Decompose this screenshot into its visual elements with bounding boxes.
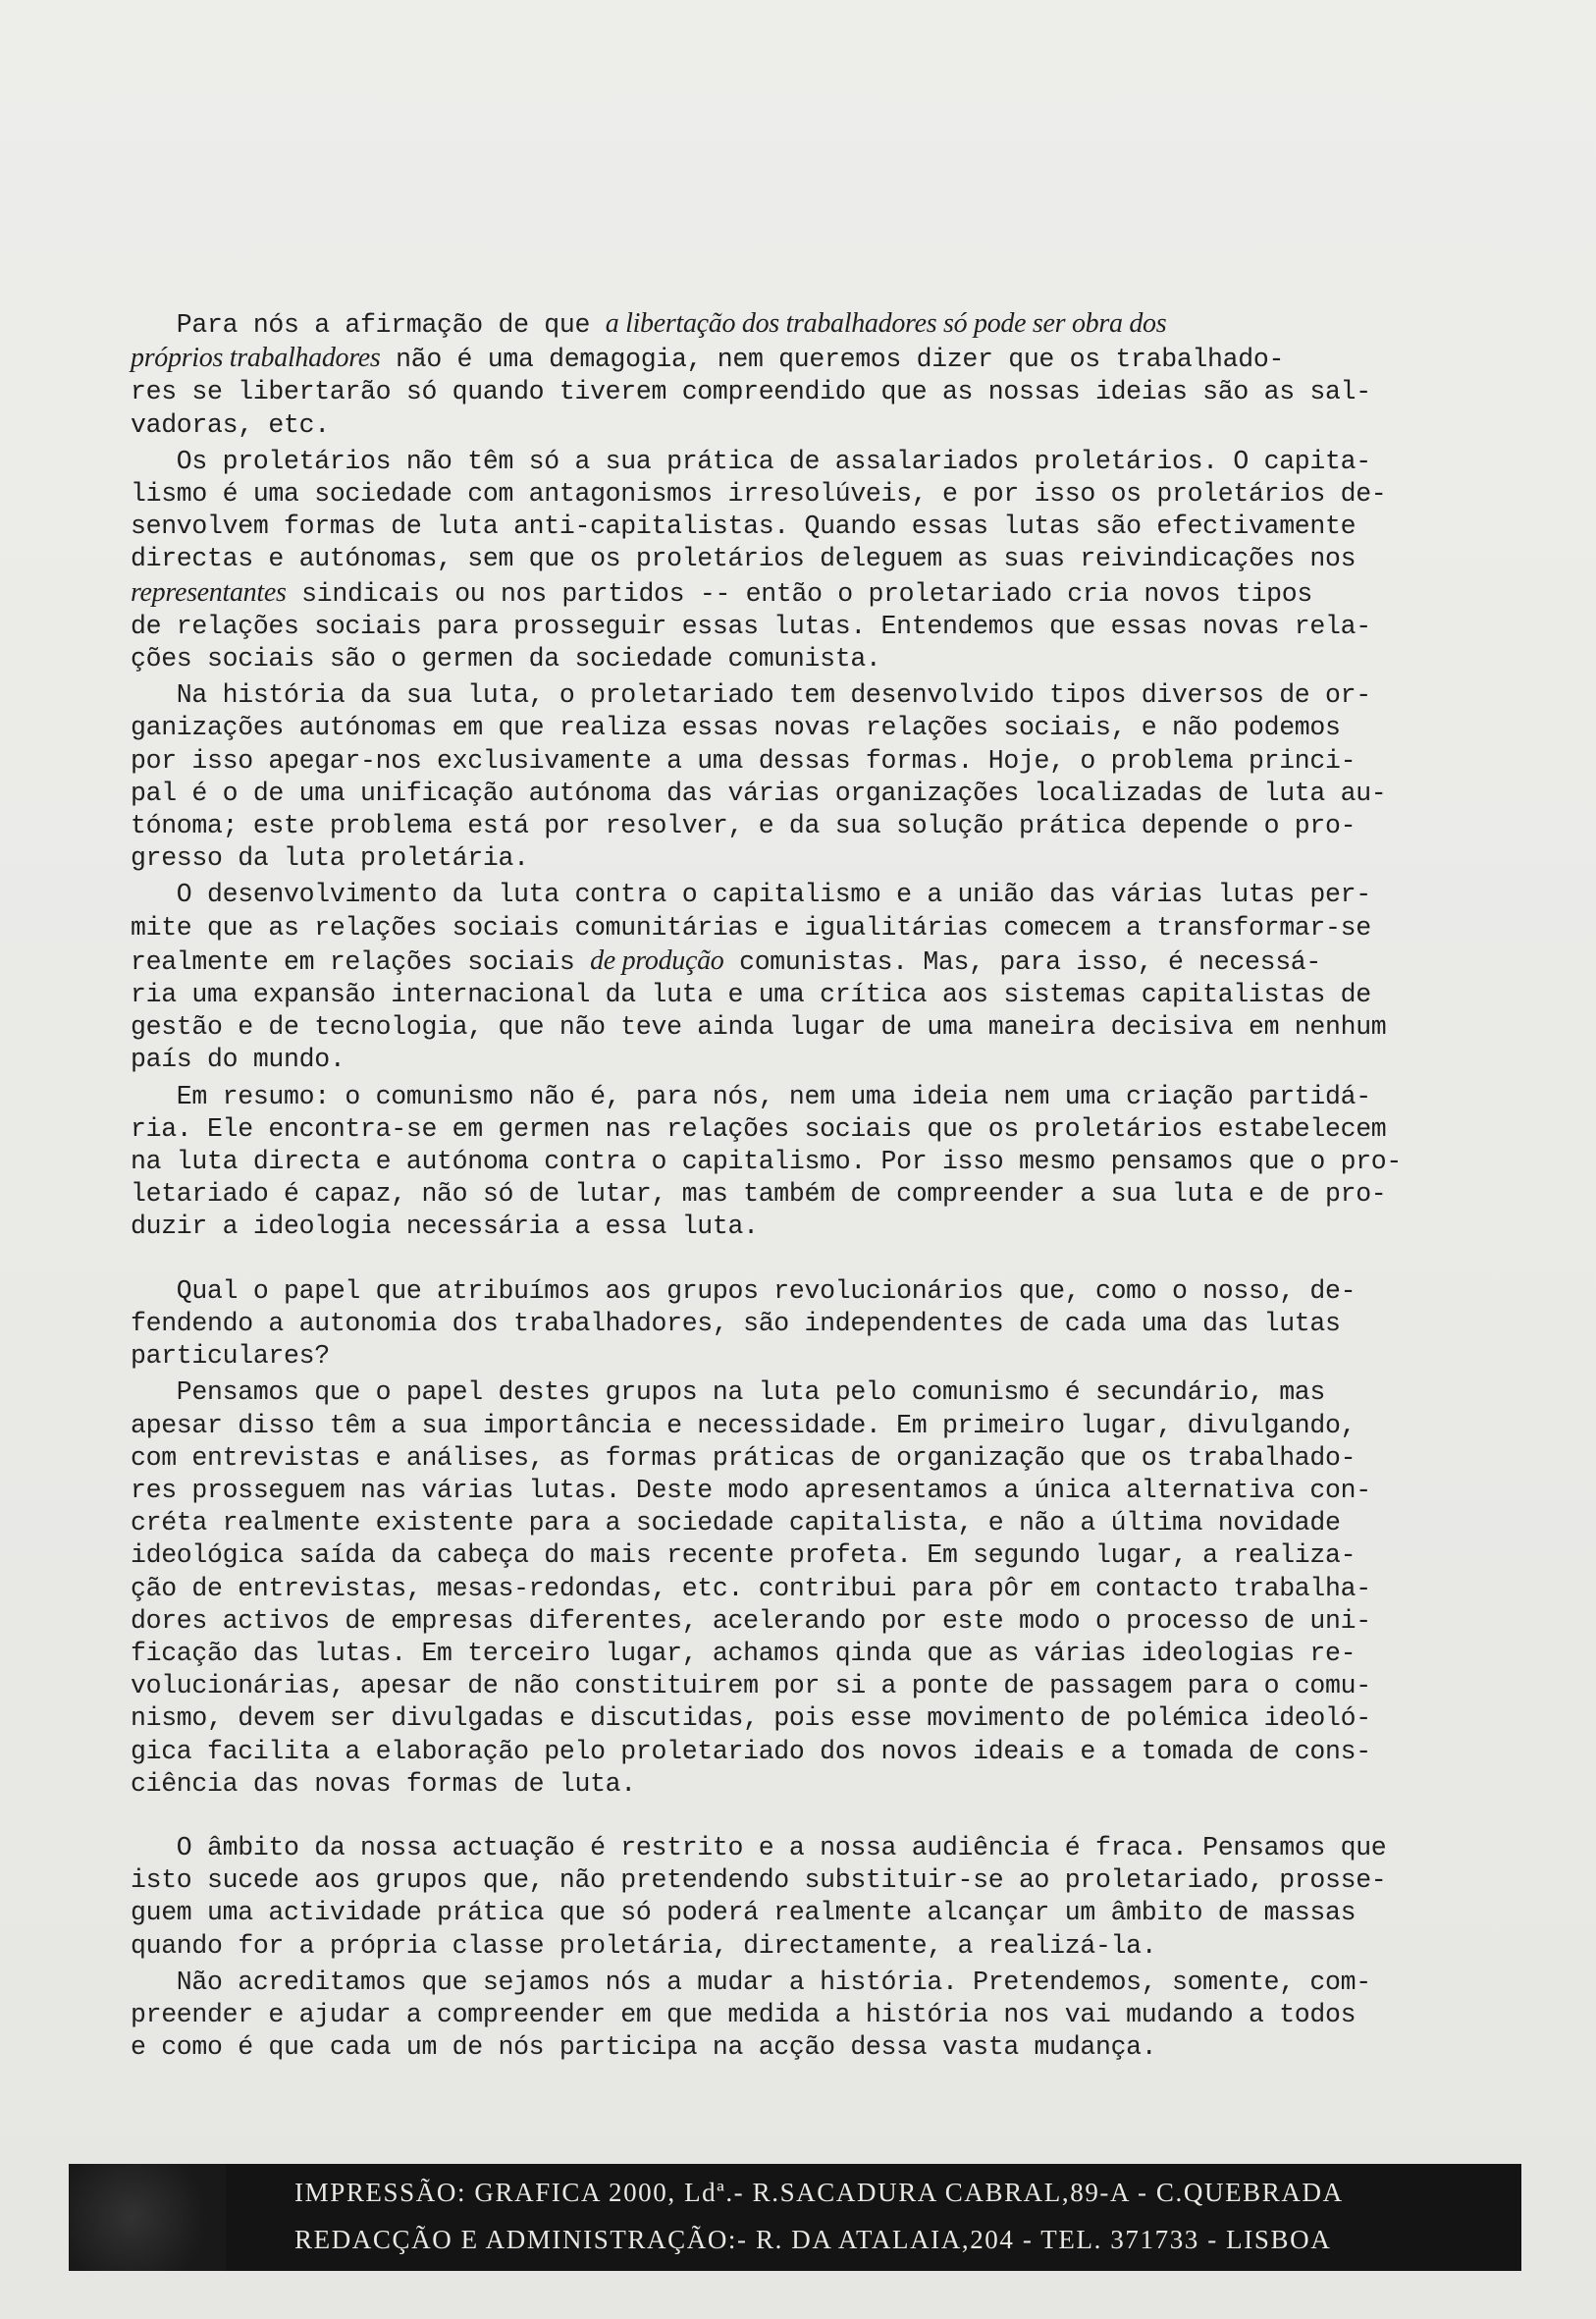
- text-run: com entrevistas e análises, as formas práticas de organização que os trabalhado-: [131, 1442, 1357, 1473]
- text-line: [131, 679, 1491, 712]
- text-line: [131, 745, 1491, 778]
- footer-editorial-line: REDACÇÃO E ADMINISTRAÇÃO:- R. DA ATALAIA,204 - TEL. 371733 - LISBOA: [294, 2225, 1332, 2254]
- paragraph: [131, 1967, 1491, 2065]
- text-run: Qual o papel que atribuímos aos grupos revolucionários que, como o nosso, de-: [131, 1275, 1357, 1306]
- text-line: [131, 1736, 1491, 1768]
- text-run: gica facilita a elaboração pelo proletariado dos novos ideais e a tomada de cons-: [131, 1736, 1371, 1766]
- text-run: ria uma expansão internacional da luta e uma crítica aos sistemas capitalistas de: [131, 980, 1371, 1010]
- text-run: nismo, devem ser divulgadas e discutidas, pois esse movimento de polémica ideoló-: [131, 1703, 1371, 1734]
- paragraph: [131, 307, 1491, 442]
- text-run: directas e autónomas, sem que os proletários deleguem as suas reivindicações nos: [131, 544, 1357, 574]
- footer-printing-line: IMPRESSÃO: GRAFICA 2000, Ldª.- R.SACADURA CABRAL,89-A - C.QUEBRADA: [294, 2178, 1344, 2207]
- text-run: guem uma actividade prática que só poderá realmente alcançar um âmbito de massas: [131, 1898, 1357, 1928]
- text-run: Não acreditamos que sejamos nós a mudar a história. Pretendemos, somente, com-: [131, 1967, 1371, 1997]
- paragraph: [131, 1832, 1491, 1963]
- text-run: vadoras, etc.: [131, 409, 330, 440]
- paragraph-gap: [131, 1801, 1491, 1832]
- text-run: de relações sociais para prosseguir essas lutas. Entendemos que essas novas rela-: [131, 611, 1371, 641]
- text-line: [131, 944, 1491, 979]
- text-run: por isso apegar-nos exclusivamente a uma dessas formas. Hoje, o problema princi-: [131, 745, 1357, 776]
- article-body: [131, 307, 1491, 2064]
- text-line: [131, 979, 1491, 1011]
- text-line: [131, 342, 1491, 376]
- text-run: realmente em relações sociais: [131, 946, 591, 977]
- text-run: e como é que cada um de nós participa na acção dessa vasta mudança.: [131, 2032, 1157, 2063]
- text-line: [131, 778, 1491, 810]
- text-line: [131, 1897, 1491, 1929]
- text-line: [131, 1768, 1491, 1801]
- text-line: [131, 1507, 1491, 1539]
- paragraph: [131, 879, 1491, 1076]
- text-run: não é uma demagogia, nem queremos dizer que os trabalhado-: [380, 345, 1285, 375]
- text-run: comunistas. Mas, para isso, é necessá-: [723, 946, 1322, 977]
- text-line: [131, 543, 1491, 575]
- text-run: lismo é uma sociedade com antagonismos irresolúveis, e por isso os proletários de-: [131, 479, 1387, 510]
- text-run: quando for a própria classe proletária, directamente, a realizá-la.: [131, 1930, 1157, 1961]
- text-run: O âmbito da nossa actuação é restrito e a nossa audiência é fraca. Pensamos que: [131, 1832, 1387, 1862]
- text-run: fendendo a autonomia dos trabalhadores, são independentes de cada uma das lutas: [131, 1308, 1341, 1338]
- text-line: [131, 1442, 1491, 1475]
- text-run: ção de entrevistas, mesas-redondas, etc. contribui para pôr em contacto trabalha-: [131, 1573, 1371, 1603]
- text-line: [131, 1999, 1491, 2031]
- text-line: [131, 576, 1491, 611]
- text-run: senvolvem formas de luta anti-capitalistas. Quando essas lutas são efectivamente: [131, 512, 1357, 542]
- text-run: ficação das lutas. Em terceiro lugar, achamos qinda que as várias ideologias re-: [131, 1638, 1357, 1668]
- text-line: [131, 1081, 1491, 1113]
- text-line: [131, 1146, 1491, 1178]
- text-line: [131, 1340, 1491, 1373]
- text-line: [131, 712, 1491, 744]
- text-line: [131, 1211, 1491, 1243]
- text-run: na luta directa e autónoma contra o capitalismo. Por isso mesmo pensamos que o pro-: [131, 1147, 1403, 1177]
- text-line: [131, 1573, 1491, 1605]
- text-line: [131, 2031, 1491, 2064]
- text-line: [131, 376, 1491, 408]
- text-line: [131, 1275, 1491, 1308]
- text-run: Os proletários não têm só a sua prática de assalariados proletários. O capita-: [131, 446, 1371, 476]
- text-line: [131, 1832, 1491, 1864]
- text-run: Pensamos que o papel destes grupos na luta pelo comunismo é secundário, mas: [131, 1377, 1326, 1408]
- text-run: ciência das novas formas de luta.: [131, 1768, 636, 1799]
- text-line: [131, 1605, 1491, 1638]
- text-line: [131, 1638, 1491, 1670]
- text-line: [131, 842, 1491, 875]
- text-line: [131, 1178, 1491, 1211]
- text-line: [131, 1475, 1491, 1507]
- text-line: [131, 511, 1491, 543]
- text-run: tónoma; este problema está por resolver, e da sua solução prática depende o pro-: [131, 811, 1357, 841]
- text-run: ria. Ele encontra-se em germen nas relações sociais que os proletários estabelecem: [131, 1113, 1387, 1144]
- text-line: [131, 1011, 1491, 1044]
- text-run: Na história da sua luta, o proletariado tem desenvolvido tipos diversos de or-: [131, 680, 1371, 711]
- text-line: [131, 1702, 1491, 1735]
- text-line: [131, 478, 1491, 511]
- text-line: [131, 1864, 1491, 1897]
- text-run: ções sociais são o germen da sociedade comunista.: [131, 644, 881, 674]
- text-run: gresso da luta proletária.: [131, 843, 529, 874]
- text-run: créta realmente existente para a sociedade capitalista, e não a última novidade: [131, 1508, 1341, 1538]
- paragraph: [131, 1376, 1491, 1801]
- text-run: ganizações autónomas em que realiza essas novas relações sociais, e não podemos: [131, 713, 1341, 743]
- text-line: [131, 1308, 1491, 1340]
- paragraph: [131, 679, 1491, 875]
- text-run: sindicais ou nos partidos -- então o proletariado cria novos tipos: [286, 578, 1312, 609]
- text-run: O desenvolvimento da luta contra o capitalismo e a união das várias lutas per-: [131, 880, 1371, 910]
- text-line: [131, 409, 1491, 442]
- text-run: apesar disso têm a sua importância e necessidade. Em primeiro lugar, divulgando,: [131, 1410, 1357, 1440]
- text-line: [131, 643, 1491, 675]
- paragraph-gap: [131, 1244, 1491, 1275]
- text-run: Para nós a afirmação de que: [131, 310, 606, 340]
- text-line: [131, 611, 1491, 643]
- text-run: isto sucede aos grupos que, não pretendendo substituir-se ao proletariado, prosse-: [131, 1865, 1387, 1896]
- text-line: [131, 879, 1491, 911]
- text-line: [131, 446, 1491, 478]
- imprint-footer: [69, 2164, 1521, 2271]
- text-run: duzir a ideologia necessária a essa luta.: [131, 1212, 759, 1242]
- text-line: [131, 1044, 1491, 1076]
- paragraph: [131, 446, 1491, 675]
- text-run: letariado é capaz, não só de lutar, mas também de compreender a sua luta e de pro-: [131, 1179, 1387, 1210]
- italic-emphasis: representantes: [131, 576, 287, 608]
- text-run: gestão e de tecnologia, que não teve ainda lugar de uma maneira decisiva em nenhum: [131, 1012, 1387, 1043]
- italic-emphasis: de produção: [590, 944, 724, 976]
- text-run: país do mundo.: [131, 1045, 346, 1075]
- text-line: [131, 1376, 1491, 1409]
- text-line: [131, 1113, 1491, 1146]
- text-line: [131, 1670, 1491, 1702]
- paragraph: [131, 1081, 1491, 1244]
- text-line: [131, 1410, 1491, 1442]
- footer-texture: [69, 2164, 226, 2271]
- text-run: dores activos de empresas diferentes, acelerando por este modo o processo de uni-: [131, 1605, 1371, 1636]
- text-run: res se libertarão só quando tiverem compreendido que as nossas ideias são as sal-: [131, 377, 1371, 407]
- italic-emphasis: a libertação dos trabalhadores só pode ser obra dos: [605, 308, 1167, 339]
- text-run: volucionárias, apesar de não constituirem por si a ponte de passagem para o comu-: [131, 1671, 1371, 1701]
- text-run: particulares?: [131, 1341, 330, 1372]
- text-run: res prosseguem nas várias lutas. Deste modo apresentamos a única alternativa con-: [131, 1475, 1371, 1505]
- text-run: Em resumo: o comunismo não é, para nós, nem uma ideia nem uma criação partidá-: [131, 1081, 1371, 1111]
- paragraph: [131, 1275, 1491, 1374]
- text-line: [131, 1930, 1491, 1963]
- text-run: ideológica saída da cabeça do mais recente profeta. Em segundo lugar, a realiza-: [131, 1540, 1357, 1571]
- text-run: pal é o de uma unificação autónoma das várias organizações localizadas de luta au-: [131, 778, 1387, 808]
- text-run: mite que as relações sociais comunitárias e igualitárias comecem a transformar-se: [131, 912, 1371, 943]
- text-line: [131, 810, 1491, 842]
- text-line: [131, 1967, 1491, 1999]
- italic-emphasis: próprios trabalhadores: [131, 343, 381, 374]
- text-line: [131, 912, 1491, 944]
- text-line: [131, 1539, 1491, 1572]
- text-run: preender e ajudar a compreender em que medida a história nos vai mudando a todos: [131, 1999, 1357, 2029]
- text-line: [131, 307, 1491, 342]
